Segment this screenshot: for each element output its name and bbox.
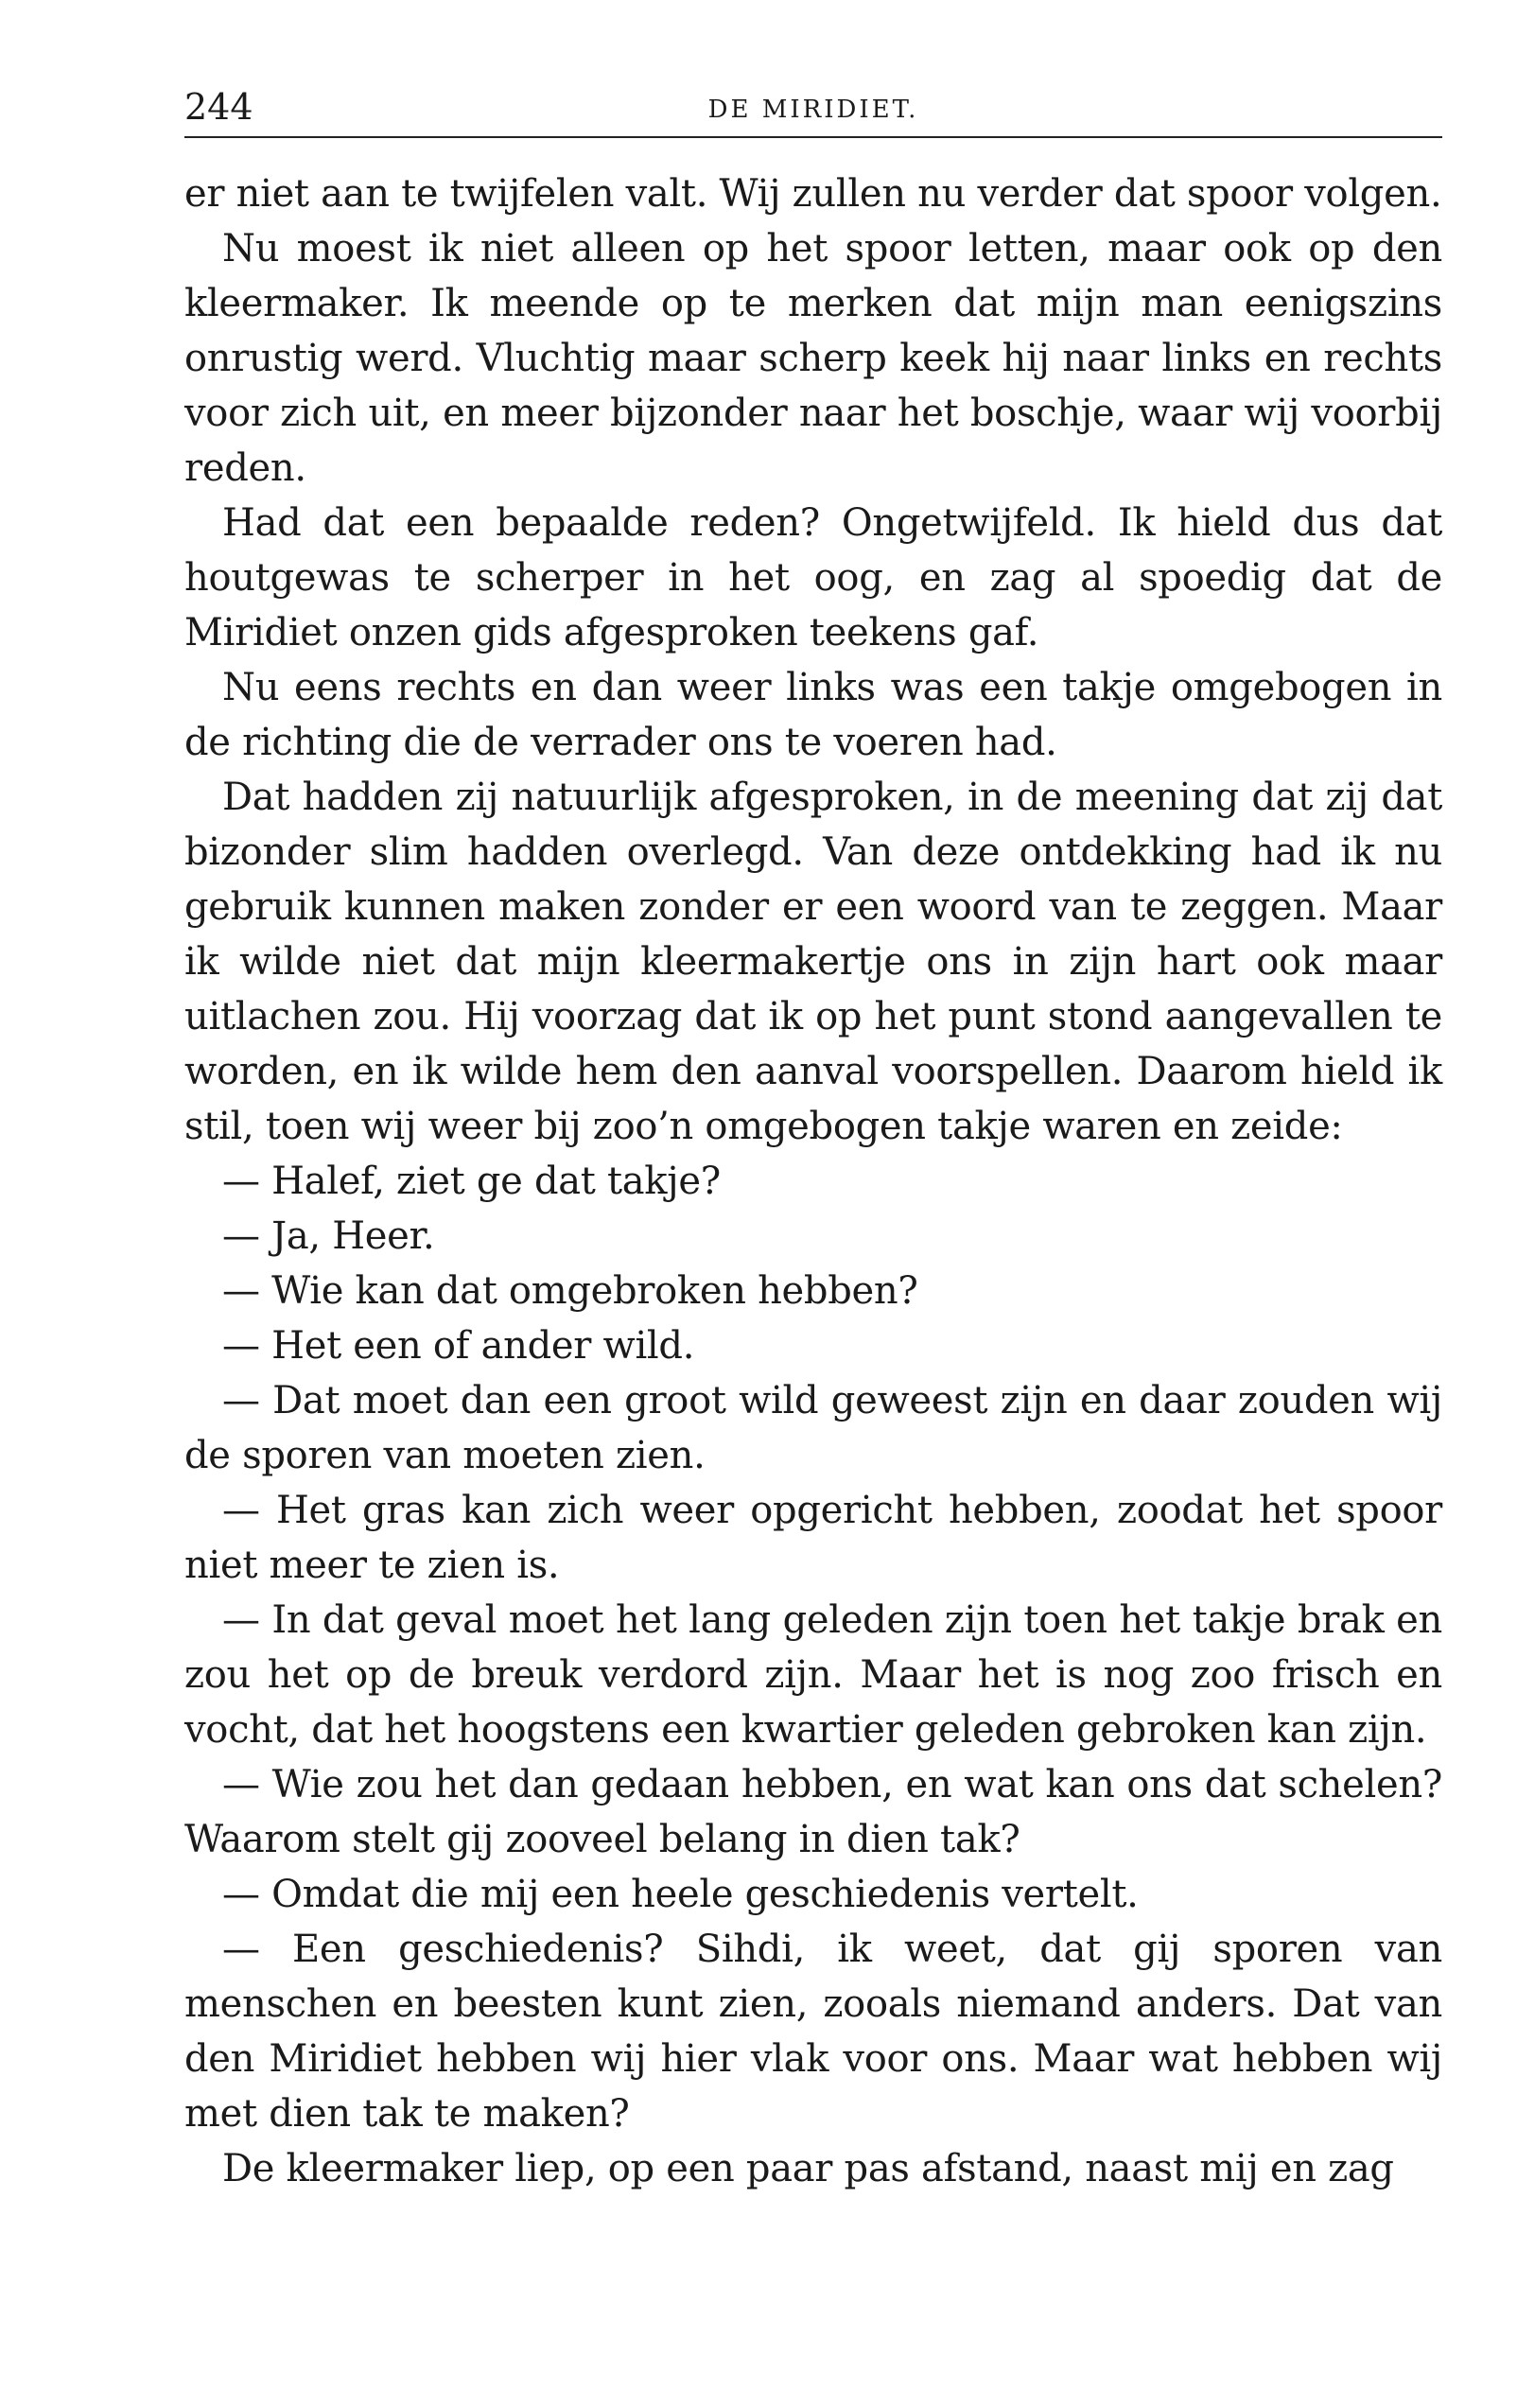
page-number: 244 (184, 86, 253, 128)
paragraph: Nu moest ik niet alleen op het spoor letten, maar ook op den kleermaker. Ik meende op te merken dat mijn man eenigszins onrustig werd. Vluchtig maar scherp keek hij naar links en rechts voor zich uit, en meer bijzonder naar het boschje, waar wij voorbij reden. (184, 227, 1442, 490)
running-title: DE MIRIDIET. (707, 96, 919, 124)
header-rule (184, 136, 1442, 138)
dialogue-line: — Halef, ziet ge dat takje? (222, 1160, 721, 1203)
paragraph: De kleermaker liep, op een paar pas afstand, naast mij en zag (222, 2147, 1394, 2190)
paragraph: Dat hadden zij natuurlijk afgesproken, in de meening dat zij dat bizonder slim hadden overlegd. Van deze ontdekking had ik nu gebruik kunnen maken zonder er een woord van te zeggen. Maar ik wilde niet dat mijn kleermakertje ons in zijn hart ook maar uitlachen zou. Hij voorzag dat ik op het punt stond aangevallen te worden, en ik wilde hem den aanval voorspellen. Daarom hield ik stil, toen wij weer bij zoo’n omgebogen takje waren en zeide: (184, 776, 1442, 1148)
dialogue-line: — Het gras kan zich weer opgericht hebben, zoodat het spoor niet meer te zien is. (184, 1489, 1442, 1587)
dialogue-line: — Een geschiedenis? Sihdi, ik weet, dat gij sporen van menschen en beesten kunt zien, zooals niemand anders. Dat van den Miridiet hebben wij hier vlak voor ons. Maar wat hebben wij met dien tak te maken? (184, 1928, 1442, 2136)
book-page (184, 83, 1442, 2196)
paragraph: er niet aan te twijfelen valt. Wij zullen nu verder dat spoor volgen. (184, 172, 1442, 216)
paragraph: Nu eens rechts en dan weer links was een takje omgebogen in de richting die de verrader ons te voeren had. (184, 666, 1442, 764)
dialogue-line: — Wie kan dat omgebroken hebben? (222, 1269, 918, 1313)
dialogue-line: — Dat moet dan een groot wild geweest zijn en daar zouden wij de sporen van moeten zien. (184, 1379, 1442, 1477)
paragraph: Had dat een bepaalde reden? Ongetwijfeld. Ik hield dus dat houtgewas te scherper in het oog, en zag al spoedig dat de Miridiet onzen gids afgesproken teekens gaf. (184, 501, 1442, 654)
running-head (184, 83, 1442, 131)
dialogue-line: — In dat geval moet het lang geleden zijn toen het takje brak en zou het op de breuk verdord zijn. Maar het is nog zoo frisch en vocht, dat het hoogstens een kwartier geleden gebroken kan zijn. (184, 1598, 1442, 1752)
body-text (184, 166, 1442, 2196)
dialogue-line: — Omdat die mij een heele geschiedenis vertelt. (222, 1873, 1139, 1916)
dialogue-line: — Het een of ander wild. (222, 1324, 695, 1368)
dialogue-line: — Wie zou het dan gedaan hebben, en wat kan ons dat schelen? Waarom stelt gij zooveel belang in dien tak? (184, 1763, 1442, 1861)
dialogue-line: — Ja, Heer. (222, 1214, 435, 1258)
